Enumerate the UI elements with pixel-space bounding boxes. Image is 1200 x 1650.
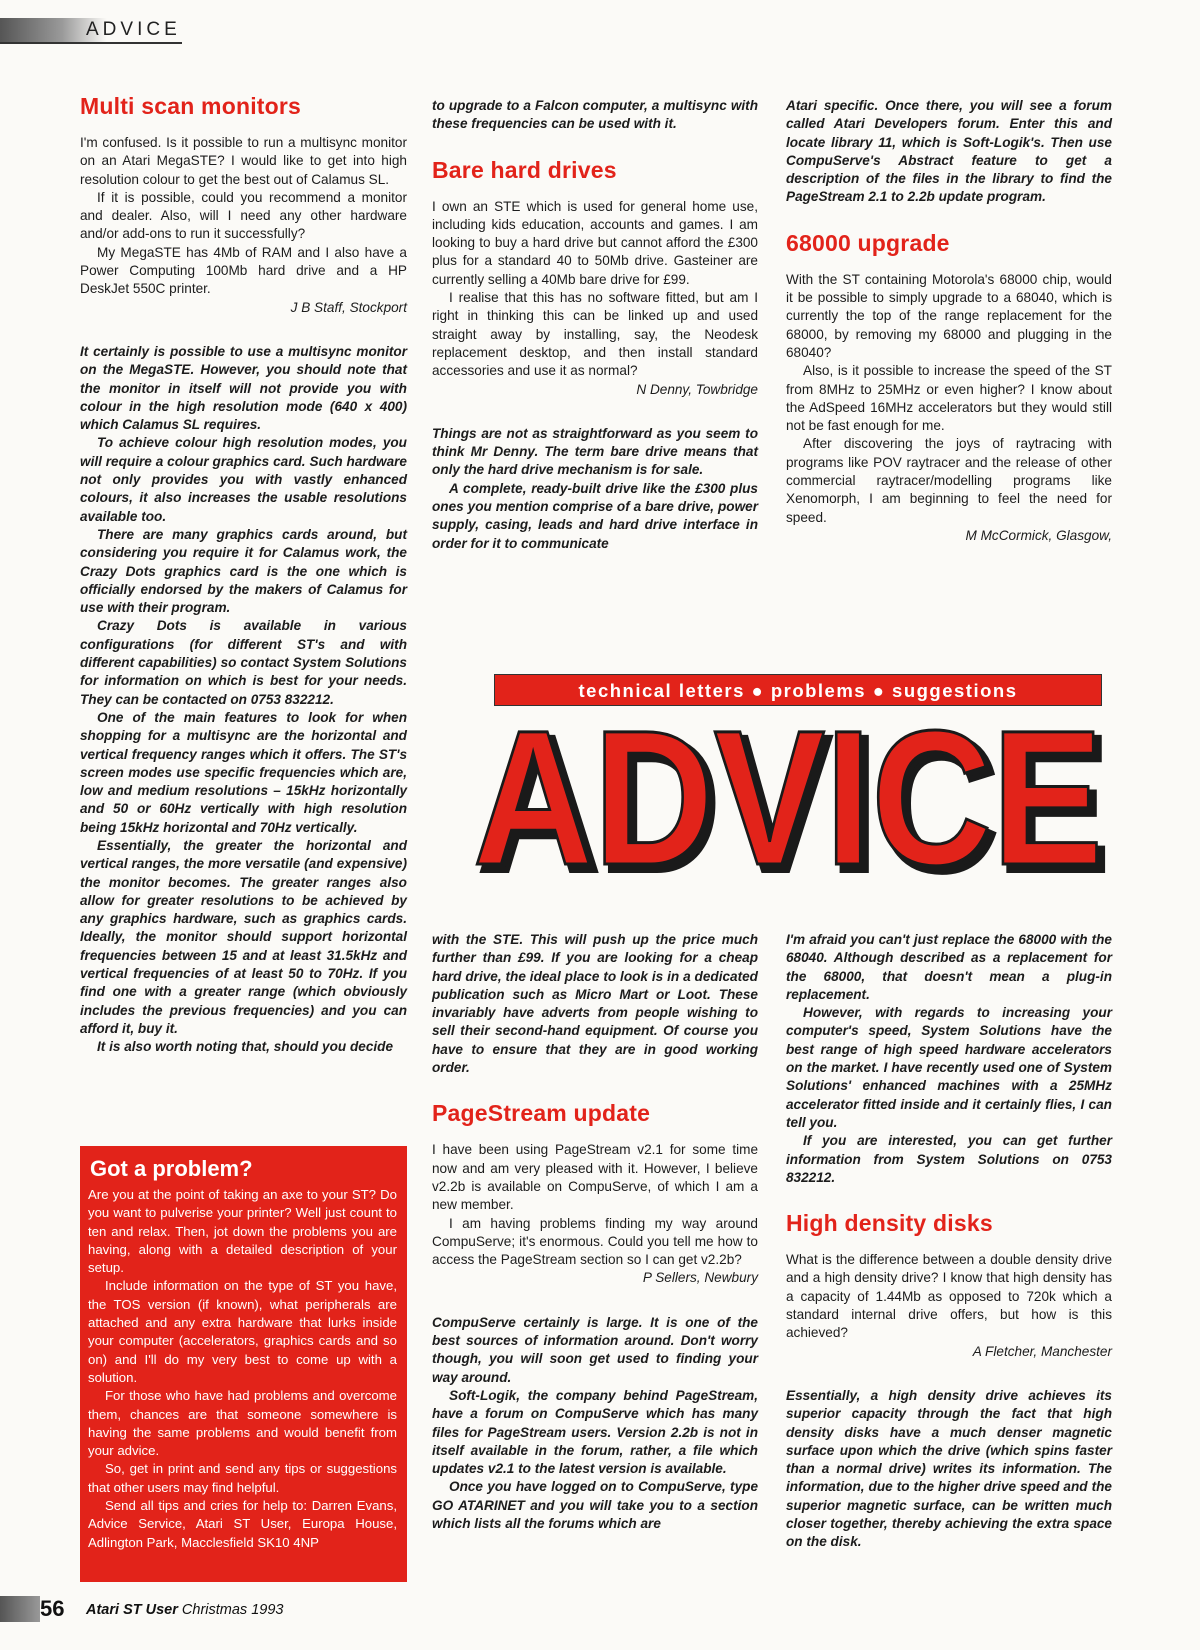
- got-a-problem-title: Got a problem?: [90, 1156, 253, 1181]
- reply-continued: Atari specific. Once there, you will see a forum called Atari Developers forum. Enter this and locate library 11, which is Soft-Logik's. Then use CompuServe's Abstract feature to get a description of the files in the library to find the PageStream 2.1 to 2.2b update program.: [786, 98, 1112, 205]
- column-3-bottom: [786, 931, 1112, 1552]
- reply-paragraph: CompuServe certainly is large. It is one of the best sources of information around. Don't worry though, you will soon get used to finding your way around.: [432, 1314, 758, 1385]
- got-a-problem-box: [80, 1146, 407, 1582]
- reply-paragraph: Essentially, the greater the horizontal and vertical ranges, the more versatile (and expensive) the monitor becomes. The greater ranges also allow for greater resolutions to be achieved by any graphics hardware, such as graphics cards. Ideally, the monitor should support horizontal frequencies between 15 and at least 31.5kHz and vertical frequencies of at least 50 to 70Hz. If you find one with a greater range (which obviously includes the previous frequencies) and you can afford it, buy it.: [80, 837, 407, 1036]
- banner-strip-text: technical letters ● problems ● suggestions: [578, 680, 1018, 701]
- reply-paragraph: Soft-Logik, the company behind PageStream, have a forum on CompuServe which has many files for PageStream users. Version 2.2b is not in itself available in the forum, rather, a file which updates v2.1 to the latest version is available.: [432, 1387, 758, 1477]
- headline-bare-hard-drives: Bare hard drives: [432, 156, 617, 183]
- letter-paragraph: I am having problems finding my way around CompuServe; it's enormous. Could you tell me how to access the PageStream section so I can get v2.2b?: [432, 1215, 758, 1268]
- header-rule: [0, 42, 182, 44]
- advice-logo-shadow: ADVICE: [479, 706, 1109, 876]
- footer-bar: [0, 1596, 40, 1622]
- column-3-top: [786, 97, 1112, 559]
- reply-paragraph: It certainly is possible to use a multisync monitor on the MegaSTE. However, you should note that the monitor in itself will not provide you with colour in the high resolution mode (640 x 400) which Calamus SL requires.: [80, 343, 407, 433]
- letter-paragraph: If it is possible, could you recommend a monitor and dealer. Also, will I need any other hardware and/or add-ons to run it successfully?: [80, 189, 407, 242]
- reply-paragraph: There are many graphics cards around, but considering you require it for Calamus work, the Crazy Dots graphics card is the one which is officially endorsed by the makers of Calamus for use with their program.: [80, 526, 407, 616]
- letter-paragraph: What is the difference between a double density drive and a high density drive? I know that high density has a capacity of 1.44Mb as opposed to 720k which a standard internal drive offers, but how is this achieved?: [786, 1252, 1112, 1341]
- section-label: ADVICE: [86, 19, 181, 40]
- reply-paragraph: Crazy Dots is available in various configurations (for different ST's and with different capabilities) so contact System Solutions for information on which is best for your needs. They can be contacted on 0753 832212.: [80, 618, 407, 707]
- headline-multi-scan: Multi scan monitors: [80, 93, 302, 119]
- advice-logo-text: ADVICE: [473, 706, 1103, 876]
- letter-paragraph: Also, is it possible to increase the speed of the ST from 8MHz to 25MHz or even higher? I know about the AdSpeed 16MHz accelerators but they would still not be fast enough for me.: [786, 363, 1112, 434]
- column-2-top: [432, 97, 758, 553]
- column-2-bottom: [432, 931, 758, 1533]
- headline-pagestream-update: PageStream update: [432, 1100, 651, 1127]
- reply-paragraph: Once you have logged on to CompuServe, type GO ATARINET and you will take you to a section which lists all the forums which are: [432, 1479, 758, 1532]
- footer-title: [86, 1602, 283, 1618]
- box-paragraph: So, get in print and send any tips or suggestions that other users may find helpful.: [88, 1461, 397, 1495]
- banner-strip: [494, 674, 1102, 706]
- reply-continued: to upgrade to a Falcon computer, a multisync with these frequencies can be used with it.: [432, 98, 758, 132]
- letter-paragraph: I own an STE which is used for general home use, including kids education, accounts and games. I am looking to buy a hard drive but cannot afford the £300 plus for a standard 40 to 50Mb drive. Gasteiner are currently selling a 40Mb bare drive for £99.: [432, 198, 758, 287]
- reply-continued: with the STE. This will push up the price much further than £99. If you are looking for a cheap hard drive, the ideal place to look is in a dedicated publication such as Micro Mart or Loot. These invariably have adverts from people wishing to sell their second-hand equipment. Of course you have to ensure that they are in good working order.: [432, 932, 758, 1076]
- reply-continued: I'm afraid you can't just replace the 68000 with the 68040. Although described as a replacement for the 68000, that doesn't mean a plug-in replacement.: [786, 932, 1112, 1002]
- box-paragraph: Send all tips and cries for help to: Darren Evans, Advice Service, Atari ST User, Europa House, Adlington Park, Macclesfield SK10 4NP: [88, 1498, 397, 1550]
- reply-paragraph: Essentially, a high density drive achieves its superior capacity through the fact that high density disks have a much denser magnetic surface upon which the drive (which spins faster than a normal drive) writes its information. The information, due to the higher drive speed and the superior magnetic surface, can be written much closer together, thereby achieving the extra space on the disk.: [786, 1387, 1112, 1550]
- reply-paragraph: Things are not as straightforward as you seem to think Mr Denny. The term bare drive means that only the hard drive mechanism is for sale.: [432, 425, 758, 478]
- page-number: 56: [40, 1596, 65, 1621]
- reply-paragraph: One of the main features to look for when shopping for a multisync are the horizontal and vertical frequency ranges which it offers. The ST's screen modes use specific frequencies which are, low and medium resolutions – 15kHz horizontally and 50 or 60Hz vertically with high resolution being 15kHz horizontal and 70Hz vertically.: [80, 709, 407, 835]
- letter-paragraph: After discovering the joys of raytracing with programs like POV raytracer and the release of other commercial raytracer/modelling programs like Xenomorph, I am beginning to feel the need for speed.: [786, 436, 1112, 525]
- headline-68000-upgrade: 68000 upgrade: [786, 229, 950, 256]
- letter-signature: J B Staff, Stockport: [290, 299, 407, 315]
- letter-signature: M McCormick, Glasgow,: [965, 527, 1112, 543]
- letter-paragraph: With the ST containing Motorola's 68000 chip, would it be possible to simply upgrade to a 68040, which is currently the top of the range replacement for the 68000, by removing my 68000 and plugging in the 68040?: [786, 271, 1112, 360]
- box-paragraph: Include information on the type of ST you have, the TOS version (if known), what peripherals are attached and any extra hardware that lurks inside your computer (accelerators, graphics cards and so on) and I'll do my very best to come up with a solution.: [88, 1278, 397, 1385]
- reply-paragraph: To achieve colour high resolution modes, you will require a colour graphics card. Such hardware not only provides you with vastly enhanced colours, it also increases the usable resolutions available too.: [80, 435, 407, 524]
- headline-high-density-disks: High density disks: [786, 1210, 993, 1237]
- reply-paragraph: However, with regards to increasing your computer's speed, System Solutions have the best range of high speed hardware accelerators on the market. I have recently used one of System Solutions' enhanced machines with a 25MHz accelerator fitted inside and it certainly flies, I can tell you.: [786, 1005, 1112, 1130]
- letter-paragraph: I'm confused. Is it possible to run a multisync monitor on an Atari MegaSTE? I would like to get into high resolution colour to get the best out of Calamus SL.: [80, 135, 407, 187]
- box-paragraph: For those who have had problems and overcome them, chances are that someone somewhere is having the same problems and would benefit from your advice.: [88, 1388, 397, 1459]
- letter-signature: A Fletcher, Manchester: [972, 1343, 1112, 1359]
- reply-paragraph: A complete, ready-built drive like the £300 plus ones you mention comprise of a bare drive, power supply, casing, leads and hard drive interface in order for it to communicate: [432, 480, 758, 551]
- advice-logo: [454, 706, 1122, 876]
- reply-paragraph: If you are interested, you can get further information from System Solutions on 0753 832212.: [786, 1133, 1112, 1185]
- letter-signature: N Denny, Towbridge: [636, 381, 758, 397]
- box-paragraph: Are you at the point of taking an axe to your ST? Do you want to pulverise your printer? Well just count to ten and relax. Then, jot down the problems you are having, along with a detailed description of your setup.: [88, 1187, 397, 1276]
- column-1: [80, 92, 407, 1057]
- reply-paragraph: It is also worth noting that, should you decide: [97, 1039, 394, 1055]
- magazine-name: Atari ST User: [86, 1602, 178, 1618]
- issue-date: Christmas 1993: [181, 1602, 284, 1618]
- letter-paragraph: I have been using PageStream v2.1 for some time now and am very pleased with it. However, I believe v2.2b is available on CompuServe, of which I am a new member.: [432, 1142, 758, 1213]
- letter-signature: P Sellers, Newbury: [642, 1270, 758, 1286]
- letter-paragraph: My MegaSTE has 4Mb of RAM and I also have a Power Computing 100Mb hard drive and a HP DeskJet 550C printer.: [80, 244, 407, 297]
- letter-paragraph: I realise that this has no software fitted, but am I right in thinking this can be linked up and used straight away by installing, say, the Neodesk replacement desktop, and then install standard accessories and use it as normal?: [432, 290, 758, 379]
